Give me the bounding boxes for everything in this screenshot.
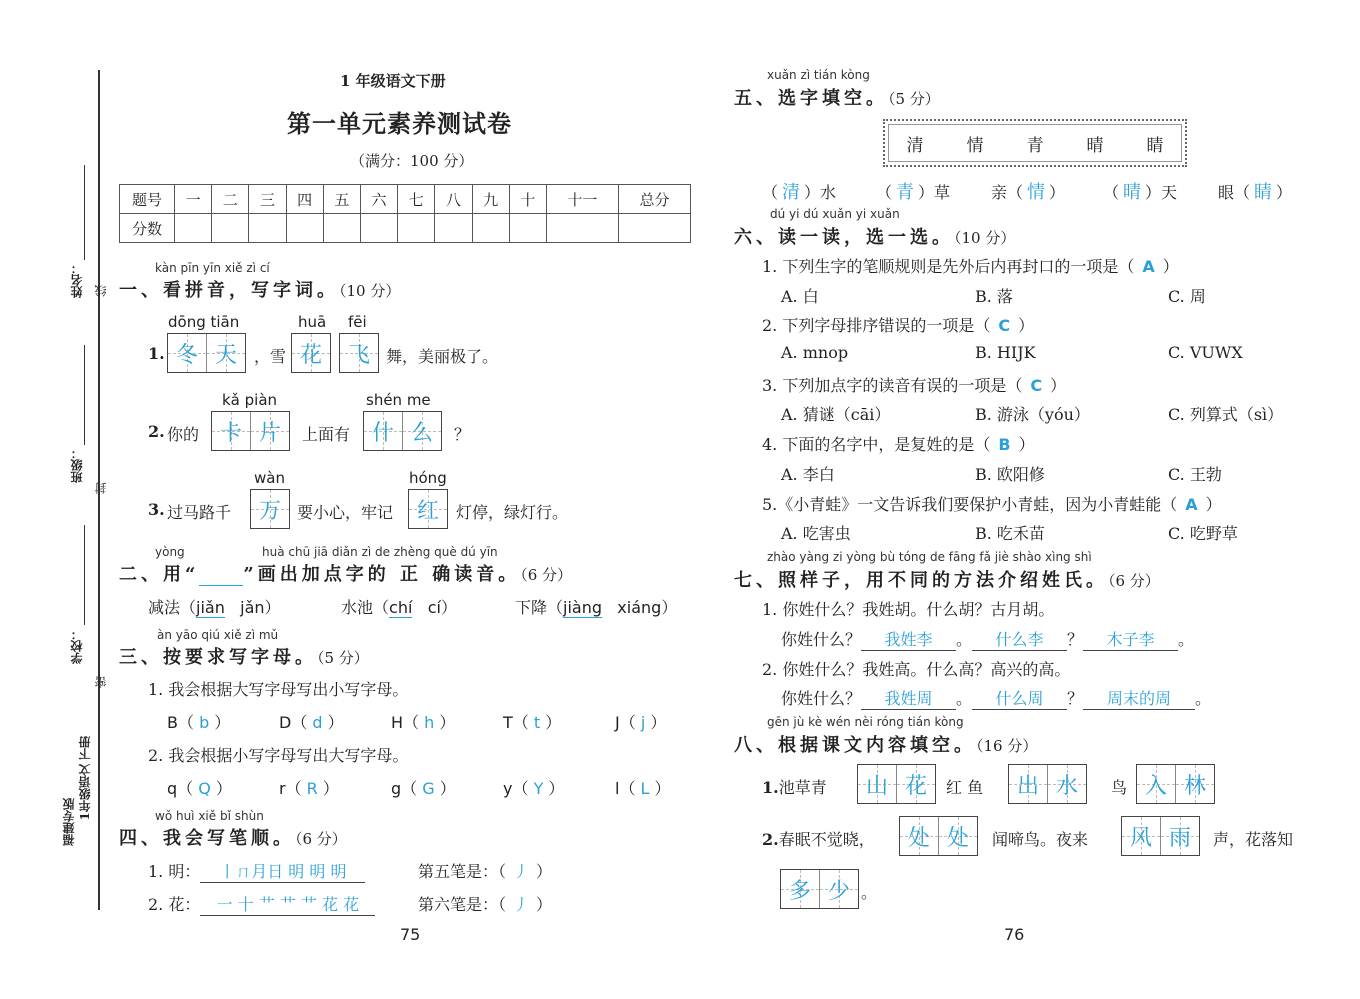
s8q2-grid-3[interactable] — [780, 869, 859, 909]
choice-box — [883, 119, 1187, 167]
s2-pinyin-a: yòng — [155, 545, 185, 559]
char-cell: 飞 — [340, 334, 378, 372]
s4-q2: 2. 花： 一 十 艹 艹 艹 花 花 — [148, 892, 375, 916]
char-cell: 什 — [364, 412, 402, 450]
s6-q3-b: B. 游泳（yóu） — [975, 405, 1090, 424]
char-cell: 处 — [900, 817, 938, 855]
s4-title: 四、我会写笔顺。（6 分） — [119, 828, 347, 849]
char-cell: 卡 — [212, 412, 250, 450]
s2-title: 二、用“ ”画出加点字的 正 确读音。（6 分） — [119, 564, 573, 585]
s5-item-2: （ 青 ）草 — [876, 182, 951, 203]
answer-field[interactable]: 我姓周 — [861, 686, 956, 710]
s6-q5-b: B. 吃禾苗 — [975, 524, 1045, 543]
col-header: 六 — [360, 185, 397, 214]
col-header: 四 — [286, 185, 323, 214]
page-title: 第一单元素养测试卷 — [287, 109, 512, 138]
s2-item-3: 下降（jiàng xiáng） — [515, 598, 678, 617]
mi-mark: 密 — [94, 676, 108, 688]
score-cell[interactable] — [360, 214, 397, 243]
chosen-reading[interactable]: jiàng — [563, 598, 603, 617]
s1q3-mid: 要小心，牢记 — [297, 503, 394, 522]
s6-q2: 2. 下列字母排序错误的一项是（ C ） — [762, 316, 1035, 335]
score-cell[interactable] — [435, 214, 472, 243]
score-cell[interactable] — [212, 214, 249, 243]
score-cell[interactable] — [286, 214, 323, 243]
s1q1-pinyin-2b: fēi — [348, 313, 367, 331]
feng-mark: 封 — [94, 482, 108, 494]
s1-title: 一、看拼音，写字词。（10 分） — [119, 280, 401, 301]
s8q2-end: 。 — [861, 883, 878, 902]
col-header: 七 — [398, 185, 435, 214]
brand-label: 福建专版 — [62, 798, 76, 846]
s1-pinyin: kàn pīn yīn xiě zì cí — [155, 261, 270, 275]
s3-title: 三、按要求写字母。（5 分） — [119, 647, 369, 668]
answer-field[interactable]: 什么周 — [972, 686, 1067, 710]
s6-q2-b: B. HIJK — [975, 343, 1036, 362]
s3-upper-row: q（ Q ） r（ R ） g（ G ） y（ Y ） l（ L ） — [167, 779, 671, 798]
s5-pinyin: xuǎn zì tián kòng — [767, 68, 870, 82]
s6-q3: 3. 下列加点字的读音有误的一项是（ C ） — [762, 376, 1067, 395]
s6-q1: 1. 下列生字的笔顺规则是先外后内再封口的一项是（ A ） — [762, 257, 1179, 276]
grade-label: 1 年级语文下册 — [340, 72, 446, 90]
col-header: 五 — [323, 185, 360, 214]
s6-q1-b: B. 落 — [975, 287, 1013, 306]
score-cell[interactable] — [618, 214, 690, 243]
char-cell: 花 — [896, 765, 935, 803]
s8q1-grid-3[interactable] — [1136, 764, 1215, 804]
score-cell[interactable] — [323, 214, 360, 243]
s6-q4-b: B. 欧阳修 — [975, 465, 1045, 484]
s6-q2-a: A. mnop — [781, 343, 849, 362]
s1q3-pinyin-1: wàn — [254, 469, 285, 487]
s7-title: 七、照样子，用不同的方法介绍姓氏。（6 分） — [734, 570, 1160, 591]
s6-q4-a: A. 李白 — [781, 465, 835, 484]
score-cell[interactable] — [509, 214, 546, 243]
s1q2-grid-1[interactable] — [211, 411, 290, 451]
s7-pinyin: zhào yàng zi yòng bù tóng de fāng fǎ jiè shào xìng shì — [767, 550, 1092, 564]
s1q3-grid-2[interactable] — [408, 489, 448, 529]
char-cell: 林 — [1175, 765, 1214, 803]
name-blank-line — [84, 165, 85, 260]
s1q3-num: 3. — [148, 500, 165, 519]
s6-q5: 5.《小青蛙》一文告诉我们要保护小青蛙，因为小青蛙能（ A ） — [762, 495, 1222, 514]
s6-q4: 4. 下面的名字中，是复姓的是（ B ） — [762, 435, 1035, 454]
char-cell: 么 — [402, 412, 441, 450]
s2-item-2: 水池（chí cí） — [341, 598, 457, 617]
col-header: 一 — [175, 185, 212, 214]
s3-q1: 1. 我会根据大写字母写出小写字母。 — [148, 680, 409, 699]
full-marks: （满分：100 分） — [350, 152, 474, 170]
name-label: 姓名： — [70, 262, 84, 298]
s3-lower-row: B（ b ） D（ d ） H（ h ） T（ t ） J（ j ） — [167, 713, 667, 732]
s5-item-1: （ 清 ）水 — [762, 182, 837, 203]
s4-q2-stroke: 第六笔是：（ 丿 ） — [418, 892, 552, 915]
row-label: 题号 — [120, 185, 175, 214]
s8q1-num: 1.池草青 — [762, 778, 827, 797]
score-cell[interactable] — [398, 214, 435, 243]
s8q1-mid2: 鸟 — [1111, 778, 1128, 797]
s8q2-mid1: 闻啼鸟。夜来 — [992, 830, 1089, 849]
s7-q1: 1. 你姓什么？我姓胡。什么胡？古月胡。 — [762, 600, 1055, 619]
char-cell: 冬 — [168, 334, 206, 372]
row-label: 分数 — [120, 214, 175, 243]
col-header: 十一 — [546, 185, 618, 214]
s5-item-3: 亲（ 情 ） — [991, 182, 1066, 203]
chosen-reading[interactable]: jiǎn — [196, 598, 225, 617]
char-cell: 红 — [409, 490, 447, 528]
s6-q2-c: C. VUWX — [1168, 343, 1243, 362]
s1q1-mid: ，雪 — [254, 347, 287, 366]
s5-item-5: 眼（ 睛 ） — [1218, 182, 1293, 203]
chosen-reading[interactable]: chí — [389, 598, 413, 617]
s7-q2: 2. 你姓什么？我姓高。什么高？高兴的高。 — [762, 660, 1071, 679]
s1q1-pinyin-1: dōng tiān — [168, 313, 240, 331]
char-cell: 雨 — [1160, 817, 1199, 855]
s6-title: 六、读一读，选一选。（10 分） — [734, 227, 1016, 248]
stroke-order-answer[interactable]: 一 十 艹 艹 艹 花 花 — [200, 892, 375, 916]
choice-char: 情 — [966, 135, 984, 156]
s1q1-grid-3[interactable] — [339, 333, 379, 373]
s3-pinyin: àn yāo qiú xiě zì mǔ — [157, 628, 279, 642]
score-cell[interactable] — [249, 214, 286, 243]
school-label: 学校： — [70, 628, 84, 664]
s5-title: 五、选字填空。（5 分） — [734, 88, 940, 109]
book-label: 1年级语文 下册 — [78, 736, 92, 821]
s4-q1-stroke: 第五笔是：（ 丿 ） — [418, 859, 552, 882]
score-cell[interactable] — [546, 214, 618, 243]
xian-mark: 线 — [94, 285, 108, 297]
s7-q1-answer: 你姓什么？ 我姓李 。 什么李 ？ 木子李 。 — [781, 627, 1194, 651]
char-cell: 万 — [251, 490, 289, 528]
page-number-left: 75 — [400, 925, 421, 944]
char-cell: 多 — [781, 870, 819, 908]
char-cell: 片 — [250, 412, 289, 450]
col-header: 三 — [249, 185, 286, 214]
score-cell[interactable] — [175, 214, 212, 243]
choice-answer[interactable]: B — [998, 435, 1011, 454]
score-cell[interactable] — [472, 214, 509, 243]
s8q2-grid-1[interactable] — [899, 816, 978, 856]
col-header: 八 — [435, 185, 472, 214]
s3-q2: 2. 我会根据小写字母写出大写字母。 — [148, 746, 409, 765]
s2-pinyin-b: huà chū jiā diǎn zì de zhèng què dú yīn — [262, 545, 498, 559]
s1q3-pre: 过马路千 — [167, 503, 232, 522]
s6-pinyin: dú yi dú xuǎn yi xuǎn — [770, 207, 900, 221]
s1q1-grid-1[interactable] — [167, 333, 246, 373]
answer-field[interactable]: 木子李 — [1083, 627, 1178, 651]
s1q2-end: ？ — [454, 425, 471, 444]
s2-item-1: 减法（jiǎn jǎn） — [148, 598, 281, 617]
answer-field[interactable]: 什么李 — [972, 627, 1067, 651]
s4-q1: 1. 明： 丨ㄇ月日 明 明 明 — [148, 859, 365, 883]
s1q3-pinyin-2: hóng — [409, 469, 447, 487]
s1q1-num: 1. — [148, 344, 165, 363]
col-header: 十 — [509, 185, 546, 214]
s1q3-end: 灯停，绿灯行。 — [456, 503, 569, 522]
s8q1-grid-2[interactable] — [1008, 764, 1087, 804]
score-table — [119, 184, 691, 243]
choice-char: 清 — [906, 135, 924, 156]
s6-q1-a: A. 白 — [781, 287, 819, 306]
choice-answer[interactable]: C — [1030, 376, 1043, 395]
s8q2-grid-2[interactable] — [1121, 816, 1200, 856]
s1q2-pre: 你的 — [167, 425, 200, 444]
school-blank-line — [84, 525, 85, 625]
s6-q5-a: A. 吃害虫 — [781, 524, 851, 543]
s1q2-grid-2[interactable] — [363, 411, 442, 451]
col-header: 九 — [472, 185, 509, 214]
s6-q3-c: C. 列算式（sì） — [1168, 405, 1284, 424]
choice-answer[interactable]: C — [998, 316, 1011, 335]
stroke-answer[interactable]: 丿 — [513, 862, 530, 881]
stroke-order-answer[interactable]: 丨ㄇ月日 明 明 明 — [200, 859, 365, 883]
s8-title: 八、根据课文内容填空。（16 分） — [734, 735, 1038, 756]
char-cell: 处 — [938, 817, 977, 855]
char-cell: 入 — [1137, 765, 1175, 803]
s8q2-mid2: 声，花落知 — [1213, 830, 1294, 849]
s1q2-pinyin-1: kǎ piàn — [222, 391, 278, 409]
choice-char: 青 — [1026, 135, 1044, 156]
s4-pinyin: wǒ huì xiě bǐ shùn — [155, 809, 264, 823]
char-cell: 水 — [1047, 765, 1086, 803]
class-blank-line — [84, 345, 85, 445]
s5-item-4: （ 晴 ）天 — [1103, 182, 1178, 203]
s1q3-grid-1[interactable] — [250, 489, 290, 529]
col-header: 总分 — [618, 185, 690, 214]
s8-pinyin: gēn jù kè wén nèi róng tián kòng — [767, 715, 964, 729]
s1q1-grid-2[interactable] — [291, 333, 331, 373]
underline-sample — [199, 564, 243, 586]
page-number-right: 76 — [1004, 925, 1025, 944]
s6-q1-c: C. 周 — [1168, 287, 1206, 306]
stroke-answer[interactable]: 丿 — [513, 895, 530, 914]
s8q1-mid1: 红 鱼 — [946, 778, 984, 797]
s1q1-end: 舞，美丽极了。 — [386, 347, 499, 366]
s1q2-mid: 上面有 — [302, 425, 351, 444]
s1q2-pinyin-2: shén me — [366, 391, 431, 409]
s1q1-pinyin-2a: huā — [298, 313, 327, 331]
choice-answer[interactable]: A — [1142, 257, 1155, 276]
char-cell: 少 — [819, 870, 858, 908]
s8q1-grid-1[interactable] — [857, 764, 936, 804]
s6-q3-a: A. 猜谜（cāi） — [781, 405, 891, 424]
s7-q2-answer: 你姓什么？ 我姓周 。 什么周 ？ 周末的周 。 — [781, 686, 1211, 710]
char-cell: 山 — [858, 765, 896, 803]
s6-q5-c: C. 吃野草 — [1168, 524, 1238, 543]
s6-q4-c: C. 王勃 — [1168, 465, 1222, 484]
char-cell: 出 — [1009, 765, 1047, 803]
choice-answer[interactable]: A — [1185, 495, 1198, 514]
answer-field[interactable]: 我姓李 — [861, 627, 956, 651]
choice-char: 晴 — [1086, 135, 1104, 156]
col-header: 二 — [212, 185, 249, 214]
char-cell: 风 — [1122, 817, 1160, 855]
answer-field[interactable]: 周末的周 — [1083, 686, 1195, 710]
char-cell: 花 — [292, 334, 330, 372]
char-cell: 天 — [206, 334, 245, 372]
s1q2-num: 2. — [148, 422, 165, 441]
class-label: 班级： — [70, 447, 84, 483]
s8q2-num: 2.春眠不觉晓， — [762, 830, 875, 849]
choice-char: 睛 — [1146, 135, 1164, 156]
